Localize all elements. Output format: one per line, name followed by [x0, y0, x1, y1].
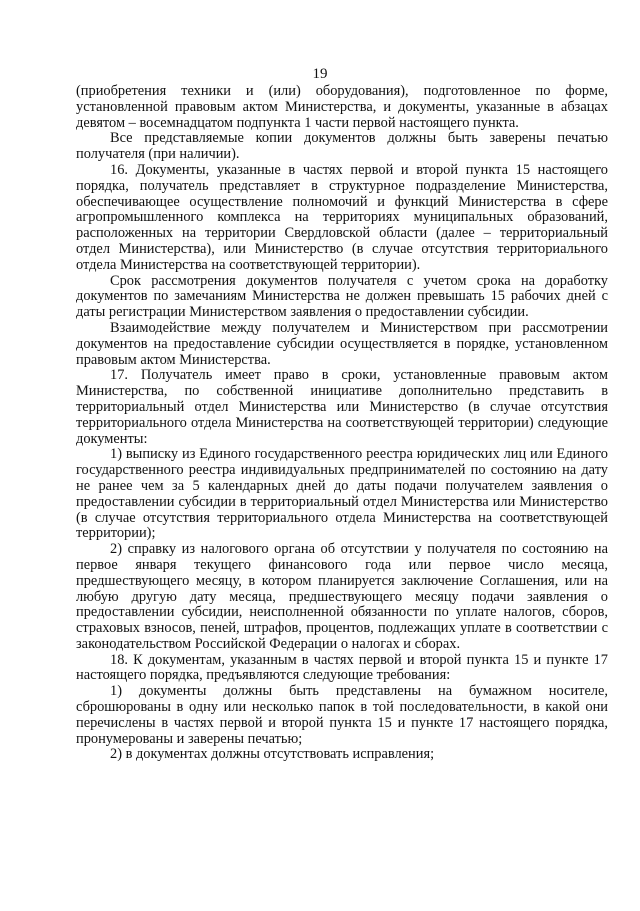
- paragraph-review-period: Срок рассмотрения документов получателя с учетом срока на доработку документов по замечаниям Министерства не должен превышать 15 рабочих дней с даты регистрации Министерством заявления о предоставлении субсидии.: [76, 272, 608, 321]
- paragraph-clause-17-item-1: 1) выписку из Единого государственного реестра юридических лиц или Единого государственного реестра индивидуальных предпринимателей по состоянию на дату не ранее чем за 5 календарных дней до даты подачи получателем заявления о предоставлении субсидии в территориальный отдел Министерства или Министерство (в случае отсутствия территориального отдела Министерства на соответствующей территории);: [76, 446, 608, 542]
- paragraph-clause-18-item-2: 2) в документах должны отсутствовать исправления;: [110, 746, 435, 763]
- paragraph-clause-17-item-2: 2) справку из налогового органа об отсутствии у получателя по состоянию на первое января текущего финансового года или первое число месяца, предшествующего месяцу, в котором планируется заключение Соглашения, или на любую другую дату месяца, предшествующего месяцу подачи заявления о предоставлении субсидии, неисполненной обязанности по уплате налогов, сборов, страховых взносов, пеней, штрафов, процентов, подлежащих уплате в соответствии с законодательством Российской Федерации о налогах и сборах.: [76, 541, 608, 652]
- paragraph-clause-17: 17. Получатель имеет право в сроки, установленные правовым актом Министерства, по собственной инициативе дополнительно представить в территориальный отдел Министерства или Министерство (в случае отсутствия территориального отдела Министерства на соответствующей территории) следующие документы:: [76, 367, 608, 447]
- paragraph-continuation: (приобретения техники и (или) оборудования), подготовленное по форме, установленной правовым актом Министерства, и документы, указанные в абзацах девятом – восемнадцатом подпункта 1 части первой настоящего пункта.: [76, 83, 608, 131]
- paragraph-clause-18: 18. К документам, указанным в частях первой и второй пункта 15 и пункте 17 настоящего порядка, предъявляются следующие требования:: [76, 651, 608, 684]
- page-number: 19: [312, 66, 328, 82]
- paragraph-interaction: Взаимодействие между получателем и Министерством при рассмотрении документов на предоставление субсидии осуществляется в порядке, установленном правовым актом Министерства.: [76, 319, 608, 368]
- paragraph-clause-18-item-1: 1) документы должны быть представлены на бумажном носителе, сброшюрованы в одну или несколько папок в той последовательности, в какой они перечислены в частях первой и второй пункта 15 и пункте 17 настоящего порядка, пронумерованы и заверены печатью;: [76, 683, 608, 747]
- paragraph-copies-certification: Все представляемые копии документов должны быть заверены печатью получателя (при наличии).: [76, 130, 608, 163]
- document-body: [76, 84, 608, 763]
- paragraph-clause-16: 16. Документы, указанные в частях первой и второй пункта 15 настоящего порядка, получатель представляет в структурное подразделение Министерства, обеспечивающее осуществление полномочий и функций Министерства в сфере агропромышленного комплекса на территориях муниципальных образований, расположенных на территории Свердловской области (далее – территориальный отдел Министерства), или Министерство (в случае отсутствия территориального отдела Министерства на соответствующей территории).: [76, 161, 608, 273]
